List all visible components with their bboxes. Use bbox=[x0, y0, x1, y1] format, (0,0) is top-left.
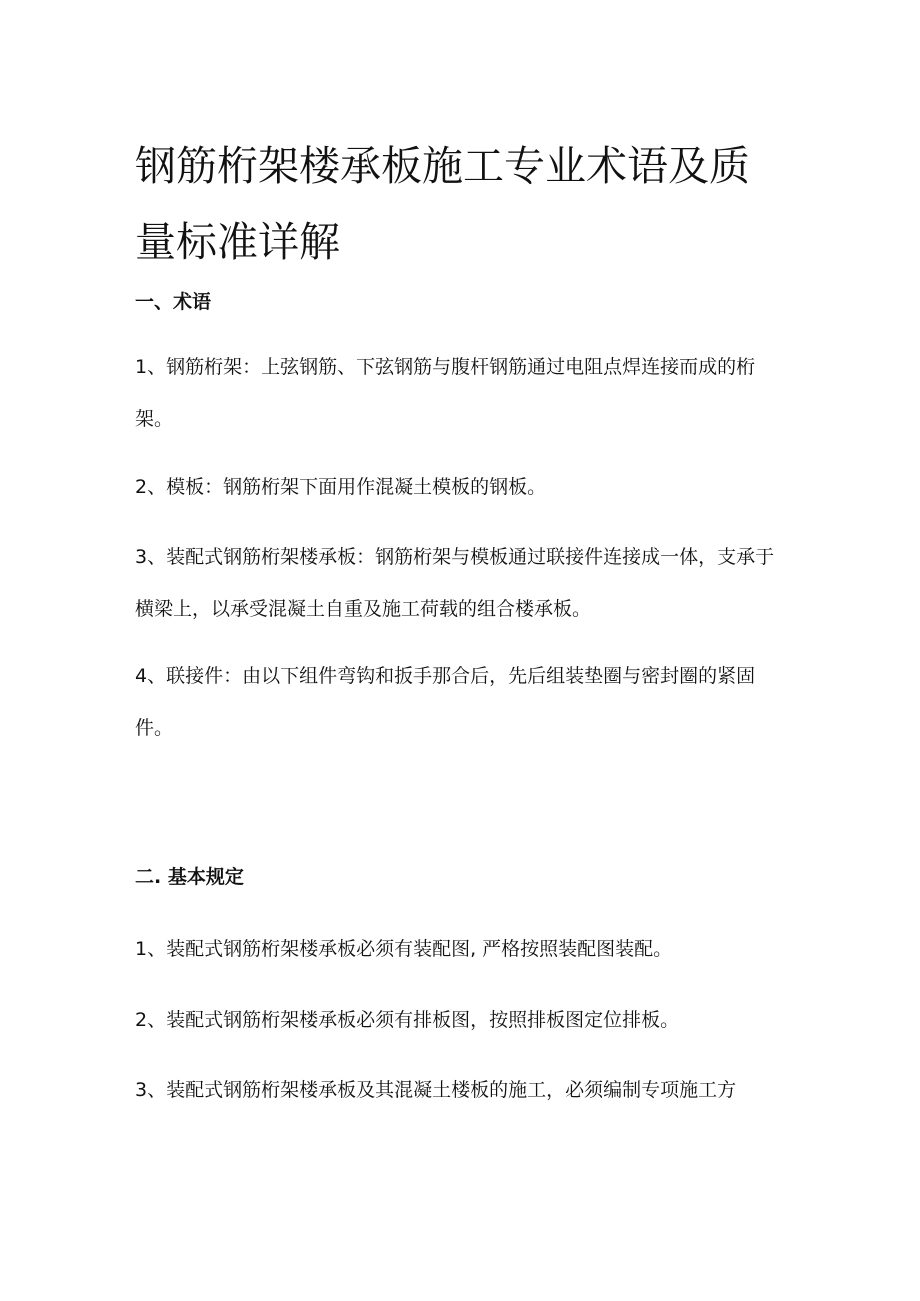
section-heading-basic-rules: 二. 基本规定 bbox=[135, 866, 244, 888]
rule-item-2: 2、装配式钢筋桁架楼承板必须有排板图，按照排板图定位排板。 bbox=[135, 1009, 680, 1031]
section-heading-terms: 一、术语 bbox=[135, 291, 212, 313]
rule-item-3: 3、装配式钢筋桁架楼承板及其混凝土楼板的施工，必须编制专项施工方 bbox=[135, 1079, 737, 1101]
term-item-4: 4、联接件：由以下组件弯钩和扳手那合后，先后组装垫圈与密封圈的紧固件。 bbox=[135, 665, 756, 739]
document-title: 钢筋桁架楼承板施工专业术语及质量标准详解 bbox=[135, 142, 750, 266]
rule-item-1: 1、装配式钢筋桁架楼承板必须有装配图, 严格按照装配图装配。 bbox=[135, 938, 673, 960]
term-item-2: 2、模板：钢筋桁架下面用作混凝土模板的钢板。 bbox=[135, 476, 547, 498]
term-item-3: 3、装配式钢筋桁架楼承板：钢筋桁架与模板通过联接件连接成一体，支承于横梁上，以承受混凝土自重及施工荷载的组合楼承板。 bbox=[135, 546, 775, 620]
term-item-1: 1、钢筋桁架：上弦钢筋、下弦钢筋与腹杆钢筋通过电阻点焊连接而成的桁架。 bbox=[135, 356, 756, 430]
